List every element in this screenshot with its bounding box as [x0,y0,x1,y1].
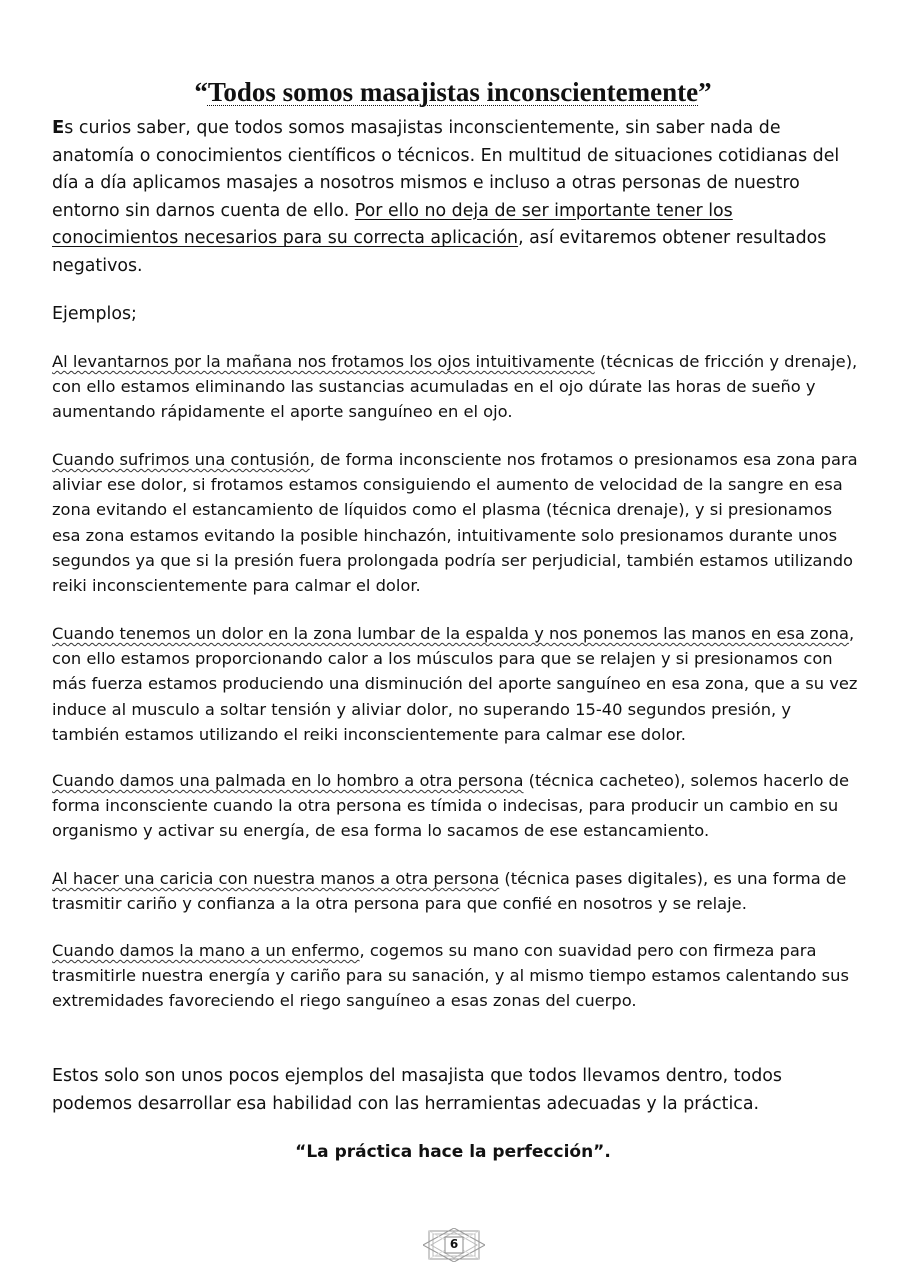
intro-paragraph [52,114,856,281]
example-lead-text: Al hacer una caricia con nuestra manos a otra persona [52,869,500,888]
examples-heading: Ejemplos; [52,304,137,324]
title-text: Todos somos masajistas inconscientemente [207,77,699,108]
example-body-text: (técnica pases digitales), es una forma de trasmitir cariño y confianza a la otra persona para que confié en nosotros y se relaje. [52,869,847,914]
example-body-text: , de forma inconsciente nos frotamos o presionamos esa zona para aliviar ese dolor, si frotamos estamos consiguiendo el aumento de velocidad de la sangre en esa zona evitando el estancamiento de líquidos como el plasma (técnica drenaje), y si presionamos esa zona estamos evitando la posible hinchazón, intuitivamente solo presionamos durante unos segundos ya que si la presión fuera prolongada podría ser perjudicial, también estamos utilizando reiki inconscientemente para calmar el dolor. [52,450,858,596]
example-paragraph [52,349,858,425]
intro-first-letter: E [52,117,65,138]
page-title [0,74,906,110]
example-lead-text: Cuando sufrimos una contusión [52,450,310,469]
intro-underlined-text: Por ello no deja de ser importante tener los conocimientos necesarios para su correcta aplicación [52,200,733,249]
example-body-text: (técnica cacheteo), solemos hacerlo de forma inconsciente cuando la otra persona es tímida o indecisas, para producir un cambio en su organismo y activar su energía, de esa forma lo sacamos de ese estancamiento. [52,771,849,841]
example-paragraph [52,768,858,844]
example-paragraph [52,447,858,598]
example-lead-text: Cuando damos la mano a un enfermo [52,941,360,960]
page-number-badge [423,1228,485,1262]
example-lead-text: Cuando tenemos un dolor en la zona lumbar de la espalda y nos ponemos las manos en esa zona [52,624,849,643]
example-paragraph [52,866,858,916]
example-lead-text: Al levantarnos por la mañana nos frotamos los ojos intuitivamente [52,352,595,371]
example-lead-text: Cuando damos una palmada en lo hombro a otra persona [52,771,524,790]
closing-paragraph: Estos solo son unos pocos ejemplos del masajista que todos llevamos dentro, todos podemos desarrollar esa habilidad con las herramientas adecuadas y la práctica. [52,1066,782,1114]
title-close-quote: ” [698,77,712,108]
example-body-text: (técnicas de fricción y drenaje), con ello estamos eliminando las sustancias acumuladas en el ojo dúrate las horas de sueño y aumentando rápidamente el aporte sanguíneo en el ojo. [52,352,858,422]
example-body-text: , con ello estamos proporcionando calor a los músculos para que se relajen y si presionamos con más fuerza estamos produciendo una disminución del aporte sanguíneo en esa zona, que a su vez induce al musculo a soltar tensión y aliviar dolor, no superando 15-40 segundos presión, y también estamos utilizando el reiki inconscientemente para calmar ese dolor. [52,624,858,744]
example-paragraph [52,621,858,747]
intro-text-part1: s curios saber, que todos somos masajistas inconscientemente, sin saber nada de anatomía o conocimientos científicos o técnicos. En multitud de situaciones cotidianas del día a día aplicamos masajes a nosotros mismos e incluso a otras personas de nuestro entorno sin darnos cuenta de ello. [52,118,840,221]
example-paragraph [52,938,858,1014]
closing-quote: “La práctica hace la perfección”. [295,1142,611,1162]
page-number: 6 [449,1237,459,1251]
example-body-text: , cogemos su mano con suavidad pero con firmeza para trasmitirle nuestra energía y cariño para su sanación, y al mismo tiempo estamos calentando sus extremidades favoreciendo el riego sanguíneo a esas zonas del cuerpo. [52,941,849,1011]
intro-text-part2: , así evitaremos obtener resultados negativos. [52,228,827,276]
title-open-quote: “ [194,77,208,108]
